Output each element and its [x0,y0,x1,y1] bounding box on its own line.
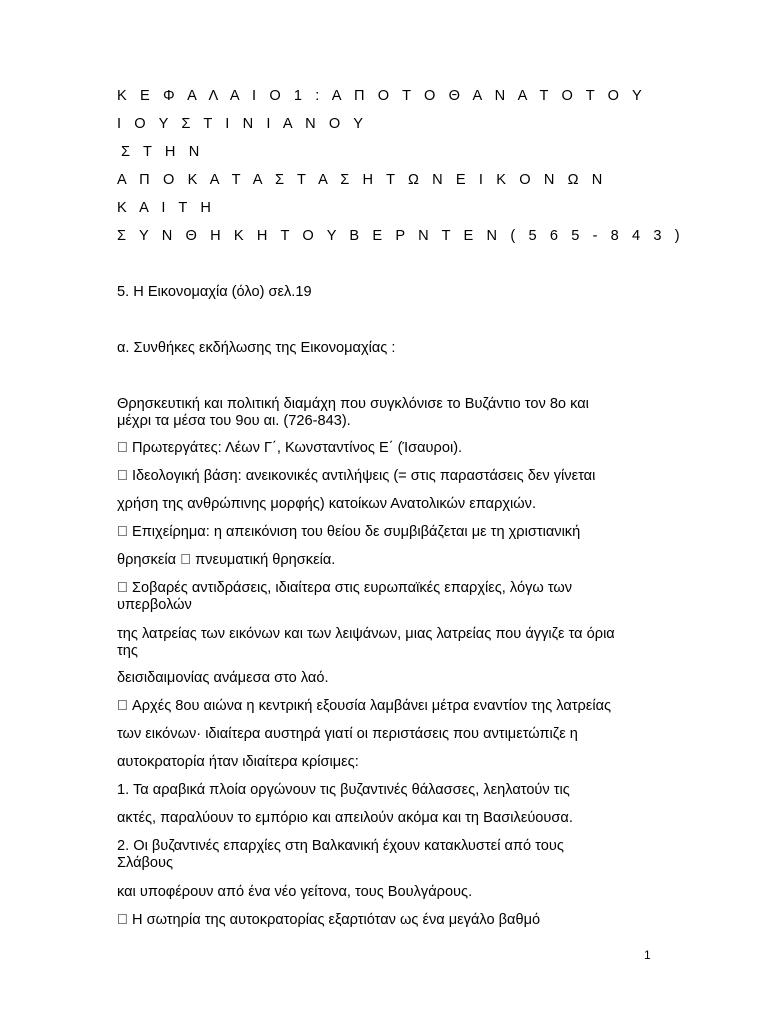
body-line: και υποφέρουν από ένα νέο γείτονα, τους Βουλγάρους. [117,884,473,900]
body-line: Σλάβους [117,855,174,871]
body-line: 2. Οι βυζαντινές επαρχίες στη Βαλκανική έχουν κατακλυστεί από τους [117,838,564,854]
title-line-6: Σ Υ Ν Θ Η Κ Η Τ Ο Υ Β Ε Ρ Ν Τ Ε Ν ( 5 6 5 - 8 4 3 ) [117,228,685,244]
body-line: αυτοκρατορία ήταν ιδιαίτερα κρίσιμες: [117,754,359,770]
title-line-4: Α Π Ο Κ Α Τ Α Σ Τ Α Σ Η Τ Ω Ν Ε Ι Κ Ο Ν Ω Ν [117,172,607,188]
body-line: Η σωτηρία της αυτοκρατορίας εξαρτιόταν ως ένα μεγάλο βαθμό [117,912,526,928]
body-line: των εικόνων· ιδιαίτερα αυστηρά γιατί οι περιστάσεις που αντιμετώπιζε η [117,726,578,742]
title-line-1: Κ Ε Φ Α Λ Α Ι Ο 1 : Α Π Ο Τ Ο Θ Α Ν Α Τ Ο Τ Ο Υ [117,88,647,104]
body-line: μέχρι τα μέσα του 9ου αι. (726-843). [117,413,351,429]
body-line: δεισιδαιμονίας ανάμεσα στο λαό. [117,670,329,686]
title-line-3: Σ Τ Η Ν [121,144,204,160]
body-line: της [117,643,138,659]
body-line: Επιχείρημα: η απεικόνιση του θείου δε συμβιβάζεται με τη χριστιανική [117,524,566,540]
body-line: Πρωτεργάτες: Λέων Γ΄, Κωνσταντίνος Ε΄ (Ίσαυροι). [117,440,448,456]
section-heading: 5. Η Εικονομαχία (όλο) σελ.19 [117,284,312,300]
body-line: της λατρείας των εικόνων και των λειψάνων, μιας λατρείας που άγγιζε τα όρια [117,626,615,642]
title-line-5: Κ Α Ι Τ Η [117,200,216,216]
body-line: χρήση της ανθρώπινης μορφής) κατοίκων Ανατολικών επαρχιών. [117,496,537,512]
body-line: θρησκεία πνευματική θρησκεία. [117,552,321,568]
body-line: Θρησκευτική και πολιτική διαμάχη που συγκλόνισε το Βυζάντιο τον 8ο και [117,396,589,412]
subsection-heading: α. Συνθήκες εκδήλωσης της Εικονομαχίας : [117,340,396,356]
body-line: υπερβολών [117,597,192,613]
title-line-2: Ι Ο Υ Σ Τ Ι Ν Ι Α Ν Ο Υ [117,116,368,132]
body-line: 1. Τα αραβικά πλοία οργώνουν τις βυζαντινές θάλασσες, λεηλατούν τις [117,782,570,798]
page-number: 1 [644,948,651,962]
body-line: Ιδεολογική βάση: ανεικονικές αντιλήψεις (= στις παραστάσεις δεν γίνεται [117,468,581,484]
body-line: ακτές, παραλύουν το εμπόριο και απειλούν ακόμα και τη Βασιλεύουσα. [117,810,573,826]
body-line: Σοβαρές αντιδράσεις, ιδιαίτερα στις ευρωπαϊκές επαρχίες, λόγω των [117,580,558,596]
body-line: Αρχές 8ου αιώνα η κεντρική εξουσία λαμβάνει μέτρα εναντίον της λατρείας [117,698,597,714]
